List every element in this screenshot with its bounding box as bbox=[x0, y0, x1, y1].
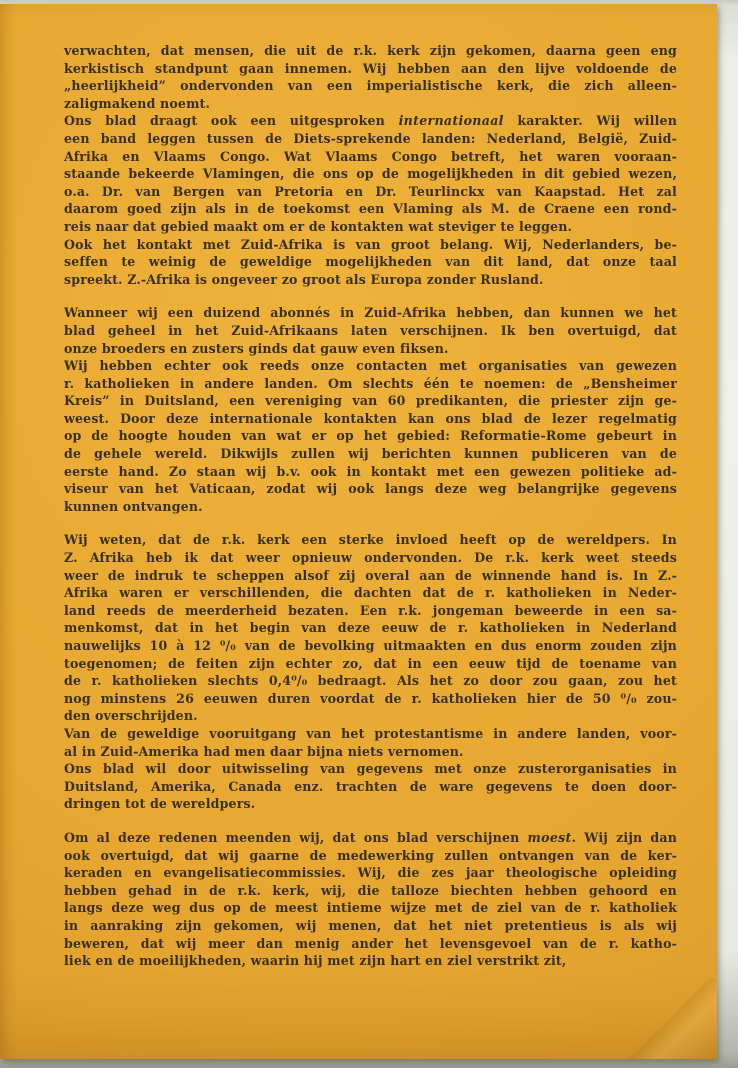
text-line: verwachten, dat mensen, die uit de r.k. kerk zijn gekomen, daarna geen eng bbox=[64, 43, 677, 58]
text-line: staande bekeerde Vlamingen, die ons op de mogelijkheden in dit gebied wezen, bbox=[64, 166, 677, 182]
paragraph bbox=[64, 357, 677, 515]
text-line: liek en de moeilijkheden, waarin hij met zijn hart en ziel verstrikt zit, bbox=[64, 953, 567, 969]
text-line: langs deze weg dus op de meest intieme wijze met de ziel van de r. katholiek bbox=[64, 900, 677, 916]
text-line: Om al deze redenen meenden wij, dat ons blad verschijnen moest. Wij zijn dan bbox=[64, 829, 677, 845]
text-line: ook overtuigd, dat wij gaarne de medewerking zullen ontvangen van de ker- bbox=[64, 847, 677, 863]
text-line: Ons blad wil door uitwisseling van gegevens met onze zusterorganisaties in bbox=[64, 761, 677, 777]
paragraph bbox=[64, 829, 677, 970]
text-line: menkomst, dat in het begin van deze eeuw de r. katholieken in Nederland bbox=[64, 620, 677, 636]
text-line: eerste hand. Zo staan wij b.v. ook in kontakt met een gewezen politieke ad- bbox=[64, 463, 677, 479]
text-line: keraden en evangelisatiecommissies. Wij, die zes jaar theologische opleiding bbox=[64, 865, 677, 881]
text-line: kunnen ontvangen. bbox=[64, 498, 203, 514]
text-line: viseur van het Vaticaan, zodat wij ook langs deze weg belangrijke gegevens bbox=[64, 481, 677, 497]
paragraph-block bbox=[64, 42, 677, 288]
text-line: dringen tot de wereldpers. bbox=[64, 796, 256, 812]
paragraph-block bbox=[64, 829, 677, 970]
paragraph bbox=[64, 531, 677, 725]
text-line: Ook het kontakt met Zuid-Afrika is van groot belang. Wij, Nederlanders, be- bbox=[64, 236, 677, 252]
text-line: o.a. Dr. van Bergen van Pretoria en Dr. Teurlinckx van Kaapstad. Het zal bbox=[64, 183, 677, 199]
text-line: Ons blad draagt ook een uitgesproken internationaal karakter. Wij willen bbox=[64, 113, 677, 129]
document-page bbox=[0, 4, 717, 1059]
text-line: de r. katholieken slechts 0,4⁰/₀ bedraagt. Als het zo door zou gaan, zou het bbox=[64, 673, 677, 689]
text-line: al in Zuid-Amerika had men daar bijna niets vernomen. bbox=[64, 743, 464, 759]
paragraph bbox=[64, 112, 677, 235]
text-line: spreekt. Z.-Afrika is ongeveer zo groot als Europa zonder Rusland. bbox=[64, 271, 544, 287]
text-line: een band leggen tussen de Diets-sprekende landen: Nederland, België, Zuid- bbox=[64, 130, 677, 146]
paragraph bbox=[64, 304, 677, 357]
paragraph bbox=[64, 760, 677, 813]
text-line: Van de geweldige vooruitgang van het protestantisme in andere landen, voor- bbox=[64, 725, 677, 741]
text-line: weer de indruk te scheppen alsof zij overal aan de winnende hand is. In Z.- bbox=[64, 567, 677, 583]
text-line: zaligmakend noemt. bbox=[64, 95, 211, 111]
text-line: onze broeders en zusters ginds dat gauw even fiksen. bbox=[64, 340, 449, 356]
paragraph bbox=[64, 725, 677, 760]
text-line: Duitsland, Amerika, Canada enz. trachten de ware gegevens te doen door- bbox=[64, 778, 677, 794]
text-line: r. katholieken in andere landen. Om slechts één te noemen: de „Bensheimer bbox=[64, 375, 677, 391]
text-line: weest. Door deze internationale kontakten kan ons blad de lezer regelmatig bbox=[64, 410, 677, 426]
text-line: land reeds de meerderheid bezaten. Een r.k. jongeman beweerde in een sa- bbox=[64, 602, 677, 618]
paragraph bbox=[64, 42, 677, 112]
text-line: Wij hebben echter ook reeds onze contacten met organisaties van gewezen bbox=[64, 358, 677, 374]
text-line: Wanneer wij een duizend abonnés in Zuid-Afrika hebben, dan kunnen we het bbox=[64, 305, 677, 321]
text-line: reis naar dat gebied maakt om er de kontakten wat steviger te leggen. bbox=[64, 218, 573, 234]
text-line: toegenomen; de feiten zijn echter zo, dat in een eeuw tijd de toename van bbox=[64, 655, 677, 671]
text-line: de gehele wereld. Dikwijls zullen wij berichten kunnen publiceren van de bbox=[64, 446, 677, 462]
paragraph-block bbox=[64, 531, 677, 813]
text-line: hebben gehad in de r.k. kerk, wij, die talloze biechten hebben gehoord en bbox=[64, 882, 677, 898]
text-line: kerkistisch standpunt gaan innemen. Wij hebben aan den lijve voldoende de bbox=[64, 60, 677, 76]
text-line: in aanraking zijn gekomen, wij menen, dat het niet pretentieus is als wij bbox=[64, 917, 677, 933]
text-line: beweren, dat wij meer dan menig ander het levensgevoel van de r. katho- bbox=[64, 935, 677, 951]
text-line: Kreis” in Duitsland, een vereniging van 60 predikanten, die priester zijn ge- bbox=[64, 393, 677, 409]
text-line: „heerlijkheid” ondervonden van een imperialistische kerk, die zich alleen- bbox=[64, 78, 677, 94]
text-line: op de hoogte houden van wat er op het gebied: Reformatie-Rome gebeurt in bbox=[64, 428, 677, 444]
text-line: den overschrijden. bbox=[64, 708, 198, 724]
text-line: nog minstens 26 eeuwen duren voordat de r. katholieken hier de 50 ⁰/₀ zou- bbox=[64, 690, 677, 706]
paragraph-block bbox=[64, 304, 677, 515]
text-line: nauwelijks 10 à 12 ⁰/₀ van de bevolking uitmaakten en dus enorm zouden zijn bbox=[64, 638, 677, 653]
text-line: daarom goed zijn als in de toekomst een Vlaming als M. de Craene een rond- bbox=[64, 201, 677, 217]
paragraph bbox=[64, 236, 677, 289]
text-line: Afrika waren er verschillenden, die dachten dat de r. katholieken in Neder- bbox=[64, 585, 677, 601]
text-line: seffen te weinig de geweldige mogelijkheden van dit land, dat onze taal bbox=[64, 254, 677, 270]
text-column bbox=[64, 42, 677, 970]
text-line: Wij weten, dat de r.k. kerk een sterke invloed heeft op de wereldpers. In bbox=[64, 532, 677, 548]
text-line: Afrika en Vlaams Congo. Wat Vlaams Congo betreft, het waren vooraan- bbox=[64, 148, 677, 164]
text-line: Z. Afrika heb ik dat weer opnieuw ondervonden. De r.k. kerk weet steeds bbox=[64, 550, 677, 566]
text-line: blad geheel in het Zuid-Afrikaans laten verschijnen. Ik ben overtuigd, dat bbox=[64, 322, 677, 338]
